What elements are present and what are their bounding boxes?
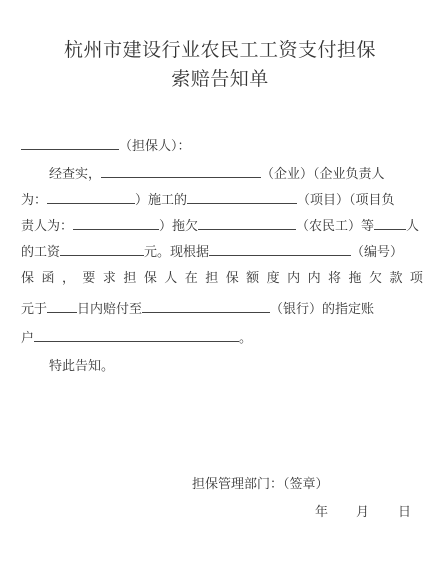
wage-line	[21, 241, 423, 259]
responsible-label: 责人为：	[21, 219, 74, 234]
char: 保	[143, 271, 157, 286]
char: 要	[82, 271, 96, 286]
project-responsible-blank[interactable]	[73, 215, 159, 230]
person-label: 人	[406, 219, 420, 234]
worker-label: （农民工）等	[296, 219, 375, 234]
account-line	[21, 327, 423, 345]
char: ，	[61, 271, 75, 286]
date-day: 日	[398, 505, 412, 520]
days-label: 日内赔付至	[77, 302, 143, 317]
count-blank[interactable]	[374, 215, 406, 230]
char: 项	[409, 271, 423, 286]
department-signature: 担保管理部门：（签章）	[192, 477, 329, 492]
char: 担	[205, 271, 219, 286]
yuanyu-label: 元于	[21, 302, 48, 317]
char: 在	[184, 271, 198, 286]
wage-label: 的工资	[21, 245, 61, 260]
notice-label: 特此告知。	[49, 359, 115, 374]
date-year: 年	[315, 505, 329, 520]
worker-blank[interactable]	[198, 215, 296, 230]
yuan-label: 元。现根据	[144, 245, 210, 260]
enterprise-label: （企业）（企业负责人	[261, 167, 385, 182]
verified-line	[21, 163, 440, 181]
days-blank[interactable]	[47, 298, 77, 313]
construct-label: ）施工的	[135, 193, 188, 208]
char: 将	[328, 271, 342, 286]
owe-line	[21, 215, 423, 233]
owe-label: ）拖欠	[159, 219, 199, 234]
char: 人	[164, 271, 178, 286]
char: 度	[266, 271, 280, 286]
char: 拖	[348, 271, 362, 286]
char: 保	[225, 271, 239, 286]
amount-blank[interactable]	[60, 241, 144, 256]
notice-line	[21, 358, 440, 376]
payment-line	[21, 298, 423, 316]
guarantee-letter-line	[21, 270, 423, 288]
char: 额	[246, 271, 260, 286]
enterprise-blank[interactable]	[101, 163, 261, 178]
guarantor-label: （担保人）：	[119, 139, 191, 154]
document-title-line2: 索赔告知单	[171, 68, 269, 90]
number-label: （编号）	[351, 245, 404, 260]
guarantor-blank[interactable]	[21, 135, 119, 150]
char: 函	[41, 271, 55, 286]
char: 欠	[368, 271, 382, 286]
char: 内	[287, 271, 301, 286]
responsible-blank[interactable]	[47, 189, 135, 204]
char: 求	[102, 271, 116, 286]
project-blank[interactable]	[187, 189, 297, 204]
period-label: 。	[239, 331, 253, 346]
char: 款	[389, 271, 403, 286]
document-title-line1: 杭州市建设行业农民工工资支付担保	[63, 39, 376, 61]
guarantor-line	[21, 135, 423, 153]
bank-blank[interactable]	[142, 298, 270, 313]
date-month: 月	[356, 505, 370, 520]
wei-label: 为：	[21, 193, 48, 208]
bank-label: （银行）的指定账	[270, 302, 375, 317]
number-blank[interactable]	[209, 241, 351, 256]
char: 担	[123, 271, 137, 286]
verified-label: 经查实，	[49, 167, 102, 182]
hu-label: 户	[21, 331, 35, 346]
char: 内	[307, 271, 321, 286]
account-blank[interactable]	[34, 327, 239, 342]
char: 保	[21, 271, 35, 286]
project-label: （项目）（项目负	[297, 193, 395, 208]
responsible-line	[21, 189, 423, 207]
